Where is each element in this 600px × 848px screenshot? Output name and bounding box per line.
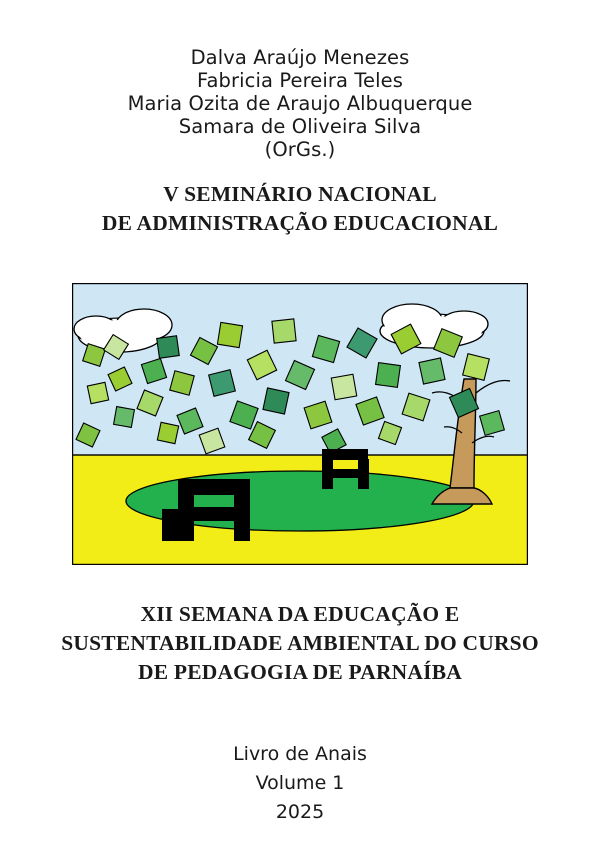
- editors-list: [0, 46, 600, 161]
- publication-type-label: Livro de Anais: [233, 743, 367, 765]
- page-title: [0, 180, 600, 238]
- event-subtitle-line: SUSTENTABILIDADE AMBIENTAL DO CURSO: [61, 631, 539, 655]
- editor-name: Samara de Oliveira Silva: [178, 115, 422, 138]
- editor-name: Fabricia Pereira Teles: [196, 69, 404, 92]
- cover-illustration: [72, 283, 528, 565]
- event-subtitle: [0, 600, 600, 687]
- page-title-line: V SEMINÁRIO NACIONAL: [163, 182, 437, 206]
- editors-role-label: (OrGs.): [264, 138, 336, 161]
- publication-info: [0, 740, 600, 827]
- year-label: 2025: [275, 801, 325, 823]
- editor-name: Dalva Araújo Menezes: [190, 46, 410, 69]
- editor-name: Maria Ozita de Araujo Albuquerque: [127, 92, 473, 115]
- page-title-line: DE ADMINISTRAÇÃO EDUCACIONAL: [101, 211, 499, 235]
- event-subtitle-line: XII SEMANA DA EDUCAÇÃO E: [140, 602, 460, 626]
- event-subtitle-line: DE PEDAGOGIA DE PARNAÍBA: [138, 660, 462, 684]
- volume-label: Volume 1: [255, 772, 345, 794]
